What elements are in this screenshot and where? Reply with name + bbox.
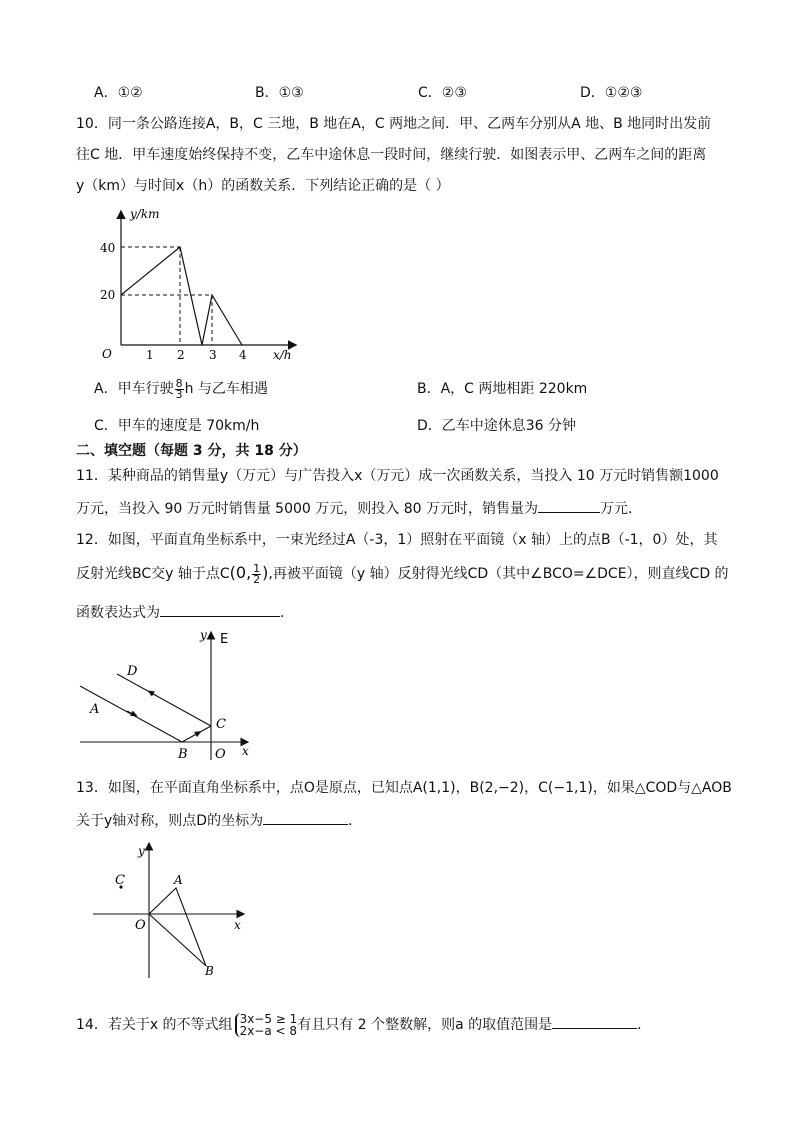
- q13-answer-blank[interactable]: [263, 810, 348, 825]
- q14-post: 有且只有 2 个整数解，则a 的取值范围是: [297, 1017, 553, 1033]
- q12-point-c-fraction: [252, 561, 261, 586]
- section-2-title: 二、填空题（每题 3 分，共 18 分）: [76, 443, 307, 459]
- q12-answer-blank[interactable]: [160, 602, 280, 617]
- q10-option-b: B．A，C 两地相距 220km: [417, 381, 588, 397]
- label-x: x: [234, 918, 241, 932]
- triangle-aob: [149, 888, 206, 966]
- label-o: O: [215, 747, 226, 762]
- q13-text-line1: 13．如图，在平面直角坐标系中，点O是原点，已知点A(1,1)，B(2,−2)，C(−1,1)，如果△COD与△AOB: [76, 780, 732, 796]
- graph-ytick-40: 40: [100, 241, 116, 255]
- label-x: x: [242, 744, 249, 758]
- q12-line3-post: .: [280, 605, 285, 621]
- label-a: A: [90, 702, 100, 717]
- fraction-numerator: 8: [175, 376, 183, 390]
- label-c: C: [216, 717, 226, 732]
- q10-distance-time-graph: [90, 200, 310, 370]
- graph-ytick-20: 20: [100, 288, 116, 302]
- ray-bc-arrow: [192, 733, 199, 737]
- q11-text-line1: 11．某种商品的销售量y（万元）与广告投入x（万元）成一次函数关系，当投入 10 万元时销售额1000: [76, 468, 719, 484]
- graph-origin: O: [102, 347, 112, 361]
- q11-text-line2: [76, 498, 642, 519]
- q9-option-a: A．①②: [94, 85, 143, 101]
- label-a: A: [174, 873, 183, 887]
- ray-cd: [117, 674, 211, 726]
- q14-inequality-1: 3x−5 ≥ 1: [239, 1012, 298, 1026]
- q10-option-c: C．甲车的速度是 70km/h: [94, 418, 260, 434]
- q11-line2-pre: 万元，当投入 90 万元时销售量 5000 万元，则投入 80 万元时，销售量为: [76, 501, 538, 517]
- ray-cd-arrow: [150, 692, 157, 696]
- q12-line2-post: ,再被平面镜（y 轴）反射得光线CD（其中∠BCO=∠DCE），则直线CD 的: [268, 566, 729, 582]
- label-y: y: [138, 844, 145, 858]
- q12-line3-pre: 函数表达式为: [76, 605, 160, 621]
- q10-option-a-fraction: [175, 376, 184, 401]
- q12-text-line1: 12．如图，平面直角坐标系中，一束光经过A（-3，1）照射在平面镜（x 轴）上的点B（-1，0）处，其: [76, 532, 718, 548]
- graph-xtick-4: 4: [239, 348, 247, 362]
- graph-ylabel: y/km: [130, 207, 160, 221]
- q12-line2-pre: 反射光线BC交y 轴于点C: [76, 566, 230, 582]
- q12-text-line3: [76, 602, 284, 623]
- label-y: y: [200, 628, 207, 642]
- q12-text-line2: [76, 563, 729, 585]
- label-e: E: [220, 632, 229, 647]
- q14-end: ．: [637, 1017, 652, 1033]
- graph-xtick-3: 3: [209, 348, 217, 362]
- q9-option-c: C．②③: [418, 85, 467, 101]
- q13-text-line2: [76, 810, 362, 831]
- q10-text-line1: 10．同一条公路连接A，B，C 三地，B 地在A，C 两地之间．甲、乙两车分别从A 地、B 地同时出发前: [76, 116, 712, 132]
- fraction-numerator: 1: [253, 561, 261, 575]
- q10-option-a: [94, 378, 268, 400]
- q10-text-line2: 往C 地．甲车速度始终保持不变，乙车中途休息一段时间，继续行驶．如图表示甲、乙两车之间的距离: [76, 147, 707, 163]
- distance-polyline: [121, 247, 242, 345]
- label-b: B: [205, 964, 214, 978]
- q14-text: [76, 1008, 651, 1042]
- q13-line2-pre: 关于y轴对称，则点D的坐标为: [76, 813, 264, 829]
- label-b: B: [178, 747, 188, 762]
- q14-pre: 14．若关于x 的不等式组: [76, 1017, 233, 1033]
- q9-option-b: B．①③: [255, 85, 304, 101]
- label-o: O: [135, 918, 146, 933]
- q10-option-a-pre: A．甲车行驶: [94, 381, 174, 397]
- q14-inequality-2: 2x−a < 8: [239, 1024, 298, 1038]
- q13-coordinate-figure: [88, 838, 258, 988]
- fraction-denominator: 2: [253, 572, 261, 586]
- q12-reflection-figure: [72, 625, 262, 765]
- label-d: D: [127, 664, 138, 679]
- q14-answer-blank[interactable]: [552, 1014, 637, 1029]
- fraction-denominator: 3: [175, 387, 183, 401]
- q10-option-a-post: h 与乙车相遇: [184, 381, 268, 397]
- label-c: C: [115, 873, 125, 888]
- graph-xtick-1: 1: [146, 348, 154, 362]
- q12-point-c-open: (0,: [229, 563, 252, 582]
- q10-text-line3: y（km）与时间x（h）的函数关系．下列结论正确的是（ ）: [76, 178, 450, 194]
- q9-option-d: D．①②③: [580, 85, 643, 101]
- graph-xlabel: x/h: [273, 348, 292, 362]
- q11-line2-post: 万元．: [599, 501, 642, 517]
- q14-inequality-system: [235, 1013, 298, 1037]
- graph-xtick-2: 2: [177, 348, 185, 362]
- q11-answer-blank[interactable]: [538, 498, 600, 513]
- q13-line2-post: ．: [348, 813, 363, 829]
- q12-point-c-close: ): [262, 563, 269, 582]
- q10-option-d: D．乙车中途休息36 分钟: [417, 418, 577, 434]
